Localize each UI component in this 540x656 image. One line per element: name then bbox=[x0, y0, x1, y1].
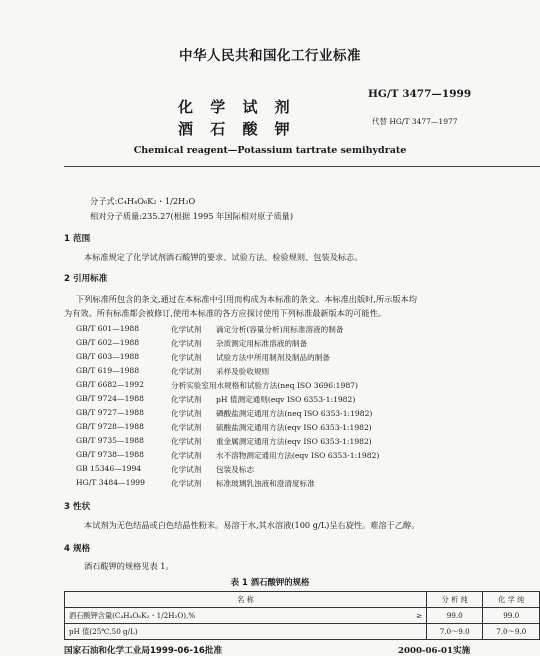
section-refs-heading: 2 引用标准 bbox=[64, 274, 108, 284]
section-refs-intro-2: 为有效。所有标准都会被修订,使用本标准的各方应探讨使用下列标准最新版本的可能性。 bbox=[64, 308, 386, 318]
table-cell-ar: 99.0 bbox=[426, 608, 483, 624]
section-scope-heading: 1 范围 bbox=[64, 234, 91, 244]
implementation-date: 2000-06-01实施 bbox=[398, 646, 471, 656]
spec-table bbox=[64, 591, 540, 640]
section-props-text: 本试剂为无色结晶或白色结晶性粉末。易溶于水,其水溶液(100 g/L)呈右旋性。难溶于乙醇。 bbox=[84, 520, 420, 530]
section-scope-text: 本标准规定了化学试剂酒石酸钾的要求、试验方法、检验规则、包装及标志。 bbox=[84, 252, 363, 262]
replaces-standard: 代替 HG/T 3477—1977 bbox=[372, 117, 458, 126]
table-cell-ar: 7.0～9.0 bbox=[426, 624, 483, 640]
section-spec-heading: 4 规格 bbox=[64, 544, 91, 554]
table-header-name: 名 称 bbox=[65, 592, 427, 608]
table-cell-operator: ≥ bbox=[398, 608, 427, 624]
approval-line: 国家石油和化学工业局1999-06-16批准 bbox=[64, 646, 223, 656]
industry-standard-title: 中华人民共和国化工行业标准 bbox=[179, 48, 361, 64]
table-row bbox=[65, 624, 540, 640]
table-header-ar: 分 析 纯 bbox=[426, 592, 483, 608]
section-spec-text: 酒石酸钾的规格见表 1。 bbox=[84, 561, 174, 571]
molecular-mass: 相对分子质量:235.27(根据 1995 年国际相对原子质量) bbox=[90, 211, 294, 221]
table-cell-cp: 99.0 bbox=[483, 608, 540, 624]
header-divider bbox=[64, 166, 540, 167]
table-cell-name: pH 值(25℃,50 g/L) bbox=[65, 624, 398, 640]
table-cell-name: 酒石酸钾含量(C₄H₄O₆K₂・1/2H₂O),% bbox=[65, 608, 398, 624]
section-props-heading: 3 性状 bbox=[64, 502, 91, 512]
table-cell-cp: 7.0～9.0 bbox=[483, 624, 540, 640]
table-header-cp: 化 学 纯 bbox=[483, 592, 540, 608]
table-row bbox=[65, 608, 540, 624]
reagent-category: 化 学 试 剂 bbox=[178, 98, 296, 116]
table-header-row bbox=[65, 592, 540, 608]
table-cell-operator bbox=[398, 624, 427, 640]
molecular-formula: 分子式:C₄H₄O₆K₂・1/2H₂O bbox=[90, 196, 196, 206]
table-caption: 表 1 酒石酸钾的规格 bbox=[230, 577, 310, 587]
product-name: 酒 石 酸 钾 bbox=[178, 120, 296, 138]
standard-number: HG/T 3477—1999 bbox=[368, 88, 472, 100]
section-refs-intro-1: 下列标准所包含的条文,通过在本标准中引用而构成为本标准的条文。本标准出版时,所示版本均 bbox=[76, 294, 417, 304]
english-title: Chemical reagent—Potassium tartrate semihydrate bbox=[133, 145, 407, 156]
